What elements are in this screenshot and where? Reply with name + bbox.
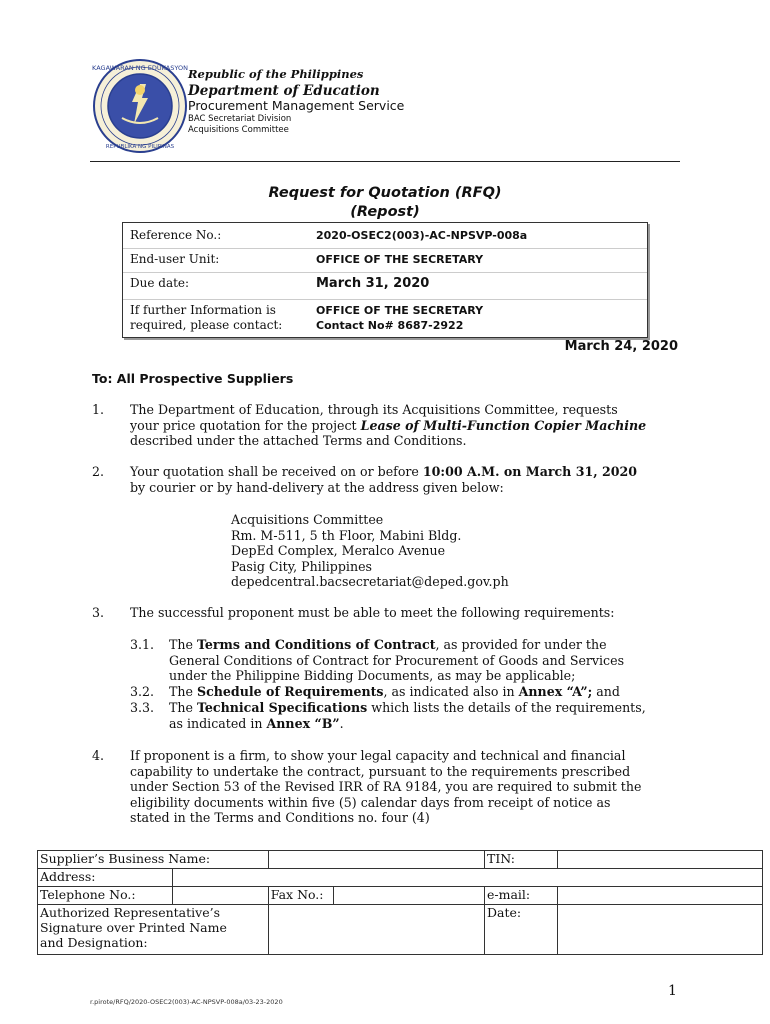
document-footer: r.pirote/RFQ/2020-OSEC2(003)-AC-NPSVP-008a/03-23-2020 — [90, 998, 283, 1006]
end-user-value: OFFICE OF THE SECRETARY — [316, 253, 484, 266]
text-span: your price quotation for the project — [130, 417, 361, 433]
text-span: which lists the details of the requirements, — [367, 700, 646, 715]
sub-item-3-1 — [169, 637, 678, 684]
item-number: 2. — [92, 464, 105, 479]
row-divider — [123, 248, 647, 249]
text-span: The — [169, 684, 197, 699]
telephone-label: Telephone No.: — [38, 887, 173, 905]
sub-item-number: 3.3. — [130, 700, 155, 715]
address-line: DepEd Complex, Meralco Avenue — [231, 543, 446, 558]
text-span: , as indicated also in — [383, 684, 519, 699]
paragraph-line — [130, 464, 678, 480]
due-date-value: March 31, 2020 — [316, 276, 430, 291]
tin-field[interactable] — [558, 851, 763, 869]
department-line: Department of Education — [188, 83, 380, 99]
paragraph-line: If proponent is a firm, to show your legal capacity and technical and financial — [130, 748, 626, 763]
text-span: Annex “A”; — [518, 684, 593, 699]
date-label: Date: — [485, 905, 558, 955]
email-field[interactable] — [558, 887, 763, 905]
end-user-label: End-user Unit: — [130, 252, 220, 266]
email-label: e-mail: — [485, 887, 558, 905]
text-span: The — [169, 700, 197, 715]
address-line: Rm. M-511, 5 th Floor, Mabini Bldg. — [231, 527, 462, 543]
row-divider — [123, 272, 647, 273]
paragraph-3: The successful proponent must be able to meet the following requirements: — [130, 605, 615, 620]
recipient-line: To: All Prospective Suppliers — [92, 371, 294, 386]
text-span: . — [339, 715, 344, 731]
text-span: Schedule of Requirements — [196, 684, 384, 699]
text-span: , as provided for under the — [435, 637, 607, 652]
svg-text:KAGAWARAN NG EDUKASYON: KAGAWARAN NG EDUKASYON — [92, 64, 188, 72]
label-line: Signature over Printed Name — [40, 920, 227, 935]
paragraph-line: General Conditions of Contract for Procurement of Goods and Services — [169, 652, 625, 668]
address-block — [231, 512, 509, 590]
authorized-rep-label — [38, 905, 269, 955]
tin-label: TIN: — [485, 851, 558, 869]
row-divider — [123, 299, 647, 300]
text-span: Your quotation shall be received on or before — [130, 464, 423, 479]
document-subtitle: (Repost) — [350, 204, 420, 220]
sub-item-3-2 — [169, 684, 678, 700]
deadline-text: 10:00 A.M. on March 31, 2020 — [422, 464, 638, 479]
text-span: Technical Specifications — [196, 700, 368, 715]
sub-item-number: 3.2. — [130, 684, 155, 699]
paragraph-2 — [130, 464, 678, 495]
project-name: Lease of Multi-Function Copier Machine — [360, 417, 647, 433]
table-row — [38, 905, 763, 955]
paragraph-line: under the Philippine Bidding Documents, as may be applicable; — [169, 668, 576, 683]
paragraph-line: The Department of Education, through its Acquisitions Committee, requests — [130, 402, 618, 417]
paragraph-line — [169, 716, 678, 732]
telephone-field[interactable] — [173, 887, 269, 905]
table-row — [38, 887, 763, 905]
division-line: BAC Secretariat Division — [188, 114, 292, 124]
paragraph-line: by courier or by hand-delivery at the address given below: — [130, 479, 504, 495]
deped-seal-logo — [92, 58, 188, 154]
address-label: Address: — [38, 869, 173, 887]
text-span: Annex “B” — [266, 715, 340, 731]
letter-date: March 24, 2020 — [564, 339, 678, 354]
authorized-rep-field[interactable] — [268, 905, 484, 955]
paragraph-line — [130, 418, 678, 434]
contact-label-1: If further Information is — [130, 303, 276, 317]
supplier-info-table — [37, 850, 763, 955]
business-name-field[interactable] — [268, 851, 484, 869]
contact-value-2: Contact No# 8687-2922 — [316, 319, 464, 332]
label-line: Authorized Representative’s — [40, 905, 220, 920]
paragraph-1 — [130, 402, 678, 449]
rfq-info-box — [122, 222, 648, 338]
svg-text:REPUBLIKA NG PILIPINAS: REPUBLIKA NG PILIPINAS — [105, 144, 175, 150]
paragraph-line — [169, 700, 678, 716]
address-line: Acquisitions Committee — [231, 512, 384, 527]
text-span: and — [592, 684, 620, 699]
sub-item-number: 3.1. — [130, 637, 155, 652]
document-title: Request for Quotation (RFQ) — [268, 185, 502, 201]
address-field[interactable] — [173, 869, 763, 887]
paragraph-4 — [130, 748, 678, 826]
item-number: 4. — [92, 748, 105, 763]
contact-value-1: OFFICE OF THE SECRETARY — [316, 304, 484, 317]
paragraph-line: under Section 53 of the Revised IRR of RA 9184, you are required to submit the — [130, 779, 642, 794]
text-span: Terms and Conditions of Contract — [196, 637, 436, 652]
header-divider — [90, 161, 680, 162]
paragraph-line: capability to undertake the contract, pursuant to the requirements prescribed — [130, 763, 631, 779]
item-number: 3. — [92, 605, 105, 620]
label-line: and Designation: — [40, 935, 148, 950]
address-line: Pasig City, Philippines — [231, 558, 372, 574]
republic-line: Republic of the Philippines — [188, 67, 364, 81]
reference-value: 2020-OSEC2(003)-AC-NPSVP-008a — [316, 229, 528, 242]
paragraph-line — [169, 684, 678, 700]
contact-label-2: required, please contact: — [130, 318, 283, 332]
paragraph-line: eligibility documents within five (5) calendar days from receipt of notice as — [130, 794, 611, 810]
text-span: The — [169, 637, 197, 652]
item-number: 1. — [92, 402, 105, 417]
date-field[interactable] — [558, 905, 763, 955]
fax-label: Fax No.: — [268, 887, 333, 905]
due-date-label: Due date: — [130, 276, 190, 290]
email-address: depedcentral.bacsecretariat@deped.gov.ph — [231, 574, 509, 589]
committee-line: Acquisitions Committee — [188, 125, 289, 135]
reference-label: Reference No.: — [130, 228, 222, 242]
page-number: 1 — [668, 983, 677, 999]
sub-item-3-3 — [169, 700, 678, 731]
paragraph-line: stated in the Terms and Conditions no. four (4) — [130, 810, 430, 825]
text-span: as indicated in — [169, 715, 267, 731]
business-name-label: Supplier’s Business Name: — [38, 851, 269, 869]
table-row — [38, 851, 763, 869]
paragraph-line — [169, 637, 678, 653]
table-row — [38, 869, 763, 887]
fax-field[interactable] — [333, 887, 484, 905]
service-line: Procurement Management Service — [188, 98, 405, 113]
paragraph-line: described under the attached Terms and Conditions. — [130, 433, 467, 448]
